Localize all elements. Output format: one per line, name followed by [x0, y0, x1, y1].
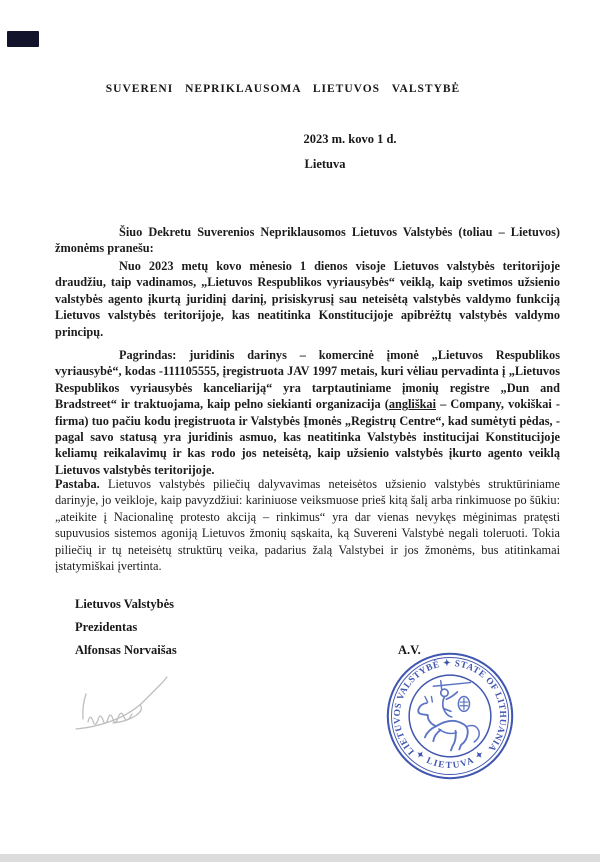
note-label: Pastaba.: [55, 477, 100, 491]
signature-role-line: Prezidentas: [75, 620, 138, 634]
document-date: 2023 m. kovo 1 d.: [303, 132, 397, 146]
stamp-bottom-text: ✦ LIETUVA ✦: [413, 749, 487, 772]
paragraph-basis-underlined-word: angliškai: [388, 397, 437, 412]
paragraph-basis: [55, 347, 560, 478]
stamp-top-text: LIETUVOS VALSTYBĖ ✦ STATE OF LITHUANIA: [392, 658, 508, 757]
document-title: SUVERENI NEPRIKLAUSOMA LIETUVOS VALSTYBĖ: [105, 83, 461, 95]
paragraph-note: [55, 476, 560, 574]
state-seal-stamp: [385, 651, 515, 781]
vytis-knight-icon: [418, 681, 479, 751]
handwritten-signature: [68, 676, 198, 751]
signature-name-line: Alfonsas Norvaišas: [75, 643, 177, 657]
paragraph-intro: Šiuo Dekretu Suverenios Nepriklausomos Lietuvos Valstybės (toliau – Lietuvos) žmonėms pranešu:: [55, 225, 560, 256]
signature-org-line: Lietuvos Valstybės: [75, 597, 174, 611]
paragraph-decree: Nuo 2023 metų kovo mėnesio 1 dienos visoje Lietuvos valstybės teritorijoje draudžiu, taip vadinamos, „Lietuvos Respublikos vyriausybės“ veiklą, kaip svetimos užsienio valstybės agento įkurtą juridinį darinį, prisiskyrusį sau neteisėtą valstybės valdymo funkciją Lietuvos valstybės teritorijoje, kas neatitinka Konstitucijoje apibrėžtų valstybės valdymo principų.: [55, 259, 560, 339]
note-text: Lietuvos valstybės piliečių dalyvavimas neteisėtos užsienio valstybės struktūriniame darinyje, jo veikloje, kaip pavyzdžiui: kariniuose veiksmuose prieš kitą šalį arba rinkimuose po šūkiu: „ateikite į Nacionalinę protesto akciją – rinkimus“ yra dar vienas nevykęs mėginimas pratęsti supuvusios sistemos agoniją Lietuvos žmonių sąskaita, ką Suvereni Valstybė negali toleruoti. Tokia piliečių ir tų neteisėtų struktūrų veika, padarius žalą Valstybei ir jos žmonėms, bus atitinkamai įstatymiškai įvertinta.: [55, 477, 560, 574]
seal-mark-av: A.V.: [398, 643, 421, 657]
document-place: Lietuva: [304, 157, 346, 171]
page-bottom-edge: [0, 854, 600, 862]
paragraph-basis-part1: Pagrindas: juridinis darinys – komercinė įmonė „Lietuvos Respublikos vyriausybė“, kodas -111105555, įregistruota JAV 1997 metais, kuri vėliau pervadinta į „Lietuvos Respublikos vyriausybės kanceliariją“ yra tarptautiniame įmonių registre „Dun and Bradstreet“ ir traktuojama, kaip pelno siekianti organizacija (: [55, 348, 560, 412]
paragraph-basis-part2: – Company, vokiškai - firma) tuo pačiu kodu įregistruota ir Valstybės Įmonės „Registrų Centre“, kad sumėtyti pėdas, - pagal savo statusą yra juridinis asmuo, kas neatitinka Valstybės institucijai Konstitucijoje keliamų reikalavimų ir kas rodo jos neteisėtą, kaip užsienio valstybės įkurto agento veiklą Lietuvos valstybės teritorijoje.: [55, 397, 560, 477]
corner-mark: [7, 31, 39, 47]
